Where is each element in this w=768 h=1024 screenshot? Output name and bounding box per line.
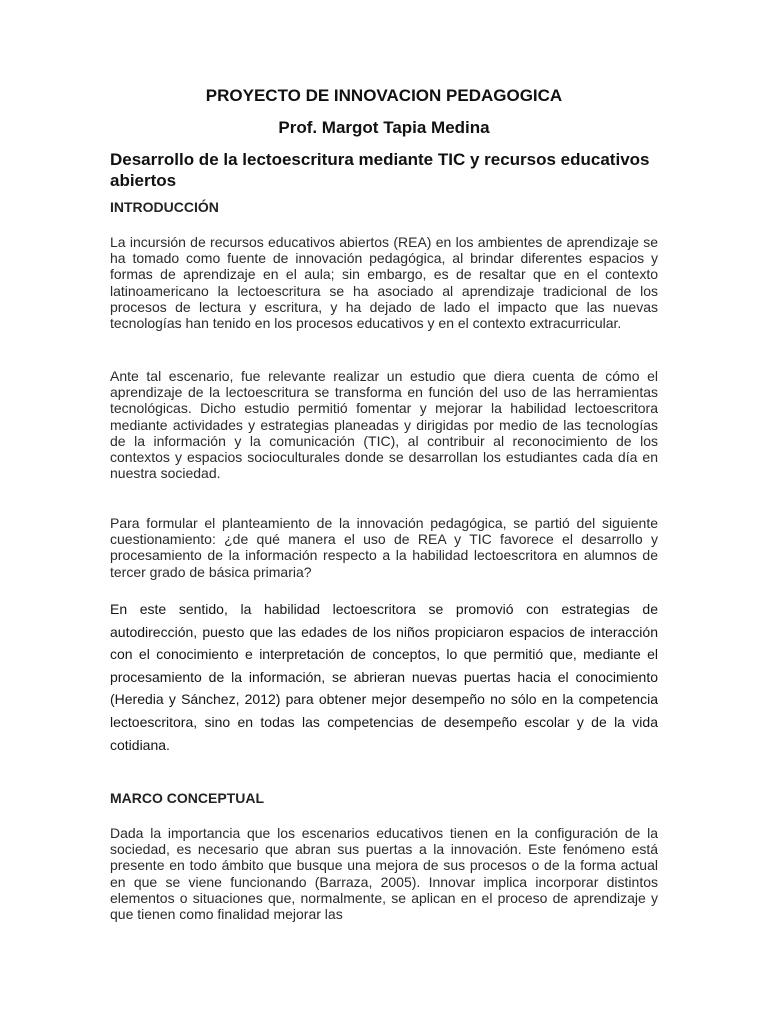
intro-paragraph-3: Para formular el planteamiento de la innovación pedagógica, se partió del siguiente cuestionamiento: ¿de qué manera el uso de REA y TIC favorece el desarrollo y procesamiento de la información respecto a la habilidad lectoescritora en alumnos de tercer grado de básica primaria? [110, 515, 658, 580]
document-subtitle: Desarrollo de la lectoescritura mediante TIC y recursos educativos abiertos [110, 150, 650, 190]
intro-paragraph-1: La incursión de recursos educativos abiertos (REA) en los ambientes de aprendizaje se ha tomado como fuente de innovación pedagógica, al brindar diferentes espacios y formas de aprendizaje en el aula; sin embargo, es de resaltar que en el contexto latinoamericano la lectoescritura se ha asociado al aprendizaje tradicional de los procesos de lectura y escritura, y ha dejado de lado el impacto que las nuevas tecnologías han tenido en los procesos educativos y en el contexto extracurricular. [110, 234, 658, 332]
section-heading-introduccion: INTRODUCCIÓN [110, 199, 219, 215]
intro-paragraph-2: Ante tal escenario, fue relevante realizar un estudio que diera cuenta de cómo el aprendizaje de la lectoescritura se transforma en función del uso de las herramientas tecnológicas. Dicho estudio permitió fomentar y mejorar la habilidad lectoescritora mediante actividades y estrategias planeadas y dirigidas por medio de las tecnologías de la información y la comunicación (TIC), al contribuir al reconocimiento de los contextos y espacios socioculturales donde se desarrollan los estudiantes cada día en nuestra sociedad. [110, 368, 658, 482]
document-author: Prof. Margot Tapia Medina [278, 118, 490, 137]
document-title: PROYECTO DE INNOVACION PEDAGOGICA [205, 86, 563, 105]
intro-paragraph-4: En este sentido, la habilidad lectoescritora se promovió con estrategias de autodirección, puesto que las edades de los niños propiciaron espacios de interacción con el conocimiento e interpretación de conceptos, lo que permitió que, mediante el procesamiento de la información, se abrieran nuevas puertas hacia el conocimiento (Heredia y Sánchez, 2012) para obtener mejor desempeño no sólo en la competencia lectoescritora, sino en todas las competencias de desempeño escolar y de la vida cotidiana. [110, 601, 658, 753]
section-heading-marco-conceptual: MARCO CONCEPTUAL [110, 790, 264, 806]
marco-paragraph-1: Dada la importancia que los escenarios educativos tienen en la configuración de la sociedad, es necesario que abran sus puertas a la innovación. Este fenómeno está presente en todo ámbito que busque una mejora de sus procesos o de la forma actual en que se viene funcionando (Barraza, 2005). Innovar implica incorporar distintos elementos o situaciones que, normalmente, se aplican en el proceso de aprendizaje y que tienen como finalidad mejorar las [110, 825, 658, 923]
